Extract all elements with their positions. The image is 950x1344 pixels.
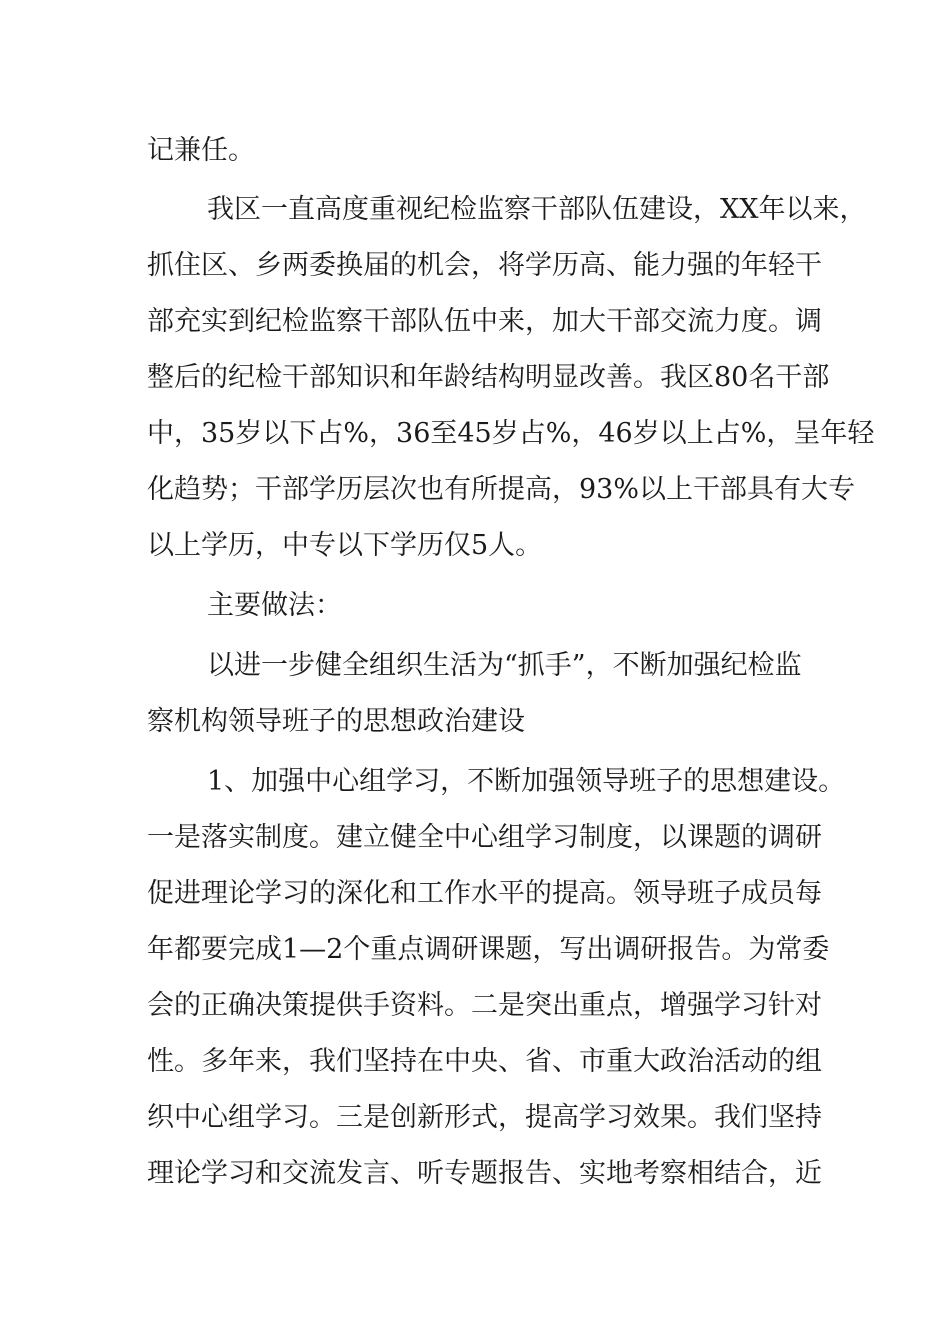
text-line: 抓住区、乡两委换届的机会，将学历高、能力强的年轻干 [147,250,822,281]
text-line: 以上学历，中专以下学历仅5人。 [147,530,543,561]
text-line: 织中心组学习。三是创新形式，提高学习效果。我们坚持 [147,1102,822,1133]
text-line: 化趋势；干部学历层次也有所提高，93%以上干部具有大专 [147,474,856,505]
paragraph-start-line: 以进一步健全组织生活为“抓手”，不断加强纪检监 [207,650,802,681]
text-line: 性。多年来，我们坚持在中央、省、市重大政治活动的组 [147,1046,822,1077]
text-line: 理论学习和交流发言、听专题报告、实地考察相结合，近 [147,1158,822,1189]
text-line: 整后的纪检干部知识和年龄结构明显改善。我区80名干部 [147,362,830,393]
text-line: 会的正确决策提供手资料。二是突出重点，增强学习针对 [147,990,822,1021]
text-line: 部充实到纪检监察干部队伍中来，加大干部交流力度。调 [147,306,822,337]
text-line: 促进理论学习的深化和工作水平的提高。领导班子成员每 [147,878,822,909]
section-heading: 主要做法： [207,590,342,621]
text-line: 记兼任。 [147,135,255,166]
paragraph-start-line: 1、加强中心组学习，不断加强领导班子的思想建设。 [207,766,846,797]
paragraph-start-line: 我区一直高度重视纪检监察干部队伍建设，XX年以来， [207,194,867,225]
text-line: 一是落实制度。建立健全中心组学习制度，以课题的调研 [147,822,822,853]
text-line: 年都要完成1—2个重点调研课题，写出调研报告。为常委 [147,934,830,965]
text-line: 察机构领导班子的思想政治建设 [147,706,525,737]
text-line: 中，35岁以下占%，36至45岁占%，46岁以上占%，呈年轻 [147,418,875,449]
